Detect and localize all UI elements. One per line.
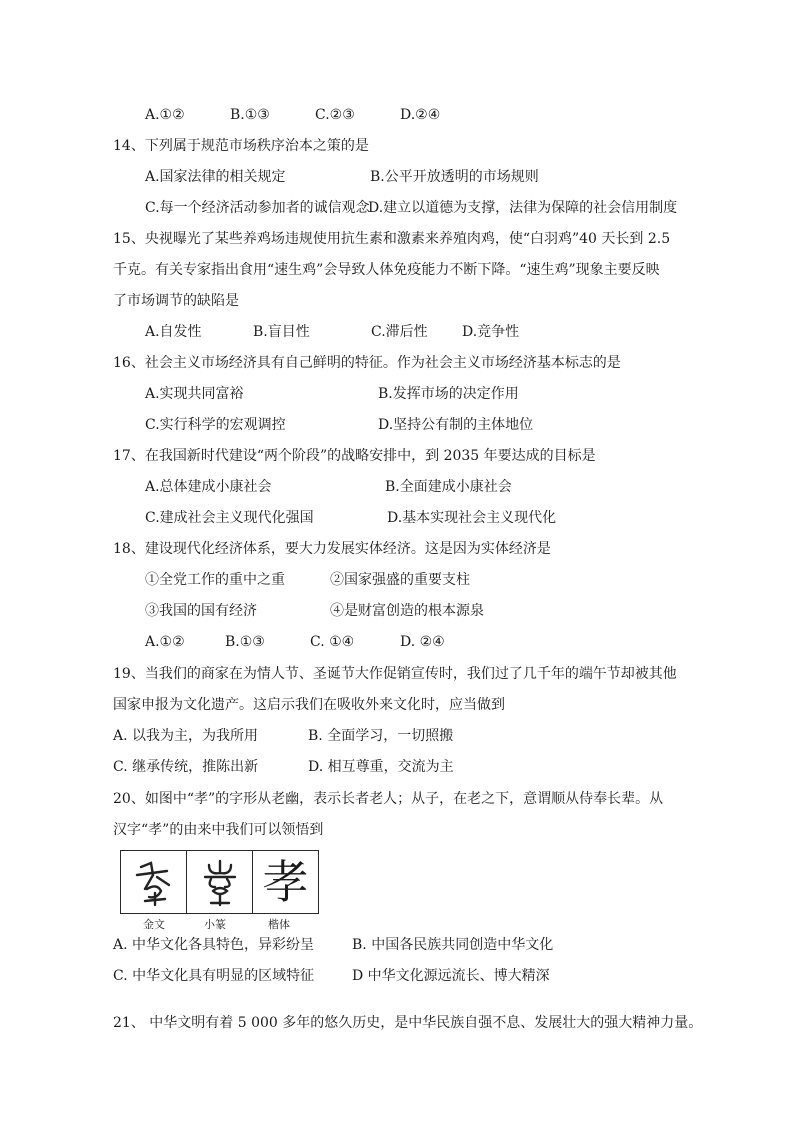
caption-kaiti: 楷体 [268, 918, 290, 931]
q19-stem-line-1: 19、当我们的商家在为情人节、圣诞节大作促销宣传时，我们过了几千年的端午节却被其他 [113, 666, 677, 682]
q15-option-c: C.滞后性 [371, 324, 428, 340]
caption-xiaozhuan: 小篆 [204, 918, 226, 931]
q17-option-a: A.总体建成小康社会 [145, 479, 272, 495]
q18-item-4: ④是财富创造的根本源泉 [330, 603, 484, 619]
q15-stem-line-2: 千克。有关专家指出食用“速生鸡”会导致人体免疫能力不断下降。“速生鸡”现象主要反映 [113, 262, 660, 278]
q13-option-d: D.②④ [400, 107, 441, 123]
q17-option-b: B.全面建成小康社会 [385, 479, 512, 495]
q16-option-a: A.实现共同富裕 [145, 386, 244, 402]
q16-option-d: D.坚持公有制的主体地位 [378, 417, 534, 433]
q19-option-b: B. 全面学习，一切照搬 [308, 728, 454, 744]
q18-option-b: B.①③ [225, 634, 265, 650]
q14-option-b: B.公平开放透明的市场规则 [370, 169, 539, 185]
q18-option-d: D. ②④ [400, 634, 445, 650]
q16-option-b: B.发挥市场的决定作用 [378, 386, 519, 402]
kaiti-glyph-cell [253, 851, 318, 913]
q19-option-a: A. 以我为主，为我所用 [113, 728, 259, 744]
q18-item-2: ②国家强盛的重要支柱 [330, 572, 470, 588]
q13-option-b: B.①③ [230, 107, 270, 123]
q19-stem-line-2: 国家申报为文化遗产。这启示我们在吸收外来文化时，应当做到 [113, 697, 505, 713]
q15-option-b: B.盲目性 [253, 324, 310, 340]
q14-option-c: C.每一个经济活动参加者的诚信观念 [145, 200, 370, 216]
q16-stem: 16、社会主义市场经济具有自己鲜明的特征。作为社会主义市场经济基本标志的是 [113, 355, 621, 371]
q19-option-c: C. 继承传统，推陈出新 [113, 759, 259, 775]
q17-stem: 17、在我国新时代建设“两个阶段”的战略安排中，到 2035 年要达成的目标是 [113, 448, 596, 464]
jinwen-glyph-cell [121, 851, 187, 913]
q20-option-d: D 中华文化源远流长、博大精深 [352, 968, 550, 984]
q18-stem: 18、建设现代化经济体系，要大力发展实体经济。这是因为实体经济是 [113, 541, 551, 557]
q18-option-c: C. ①④ [310, 634, 355, 650]
q14-option-d: D.建立以道德为支撑，法律为保障的社会信用制度 [368, 200, 678, 216]
q20-stem-line-1: 20、如图中“孝”的字形从老幽，表示长者老人；从子，在老之下，意谓顺从侍奉长辈。从 [113, 791, 664, 807]
q17-option-c: C.建成社会主义现代化强国 [145, 510, 314, 526]
q20-option-b: B. 中国各民族共同创造中华文化 [352, 937, 554, 953]
q15-stem-line-1: 15、央视曝光了某些养鸡场违规使用抗生素和激素来养殖肉鸡，使“白羽鸡”40 天长到 2.5 [113, 231, 671, 247]
q20-option-a: A. 中华文化各具特色，异彩纷呈 [113, 937, 315, 953]
xiaozhuan-glyph-cell [187, 851, 253, 913]
q16-option-c: C.实行科学的宏观调控 [145, 417, 286, 433]
q19-option-d: D. 相互尊重，交流为主 [308, 759, 454, 775]
q15-option-a: A.自发性 [145, 324, 202, 340]
q13-option-a: A.①② [145, 107, 185, 123]
q17-option-d: D.基本实现社会主义现代化 [387, 510, 557, 526]
q18-item-3: ③我国的国有经济 [145, 603, 257, 619]
q21-stem: 21、 中华文明有着 5 000 多年的悠久历史，是中华民族自强不息、发展壮大的强大精神力量。 [113, 1015, 703, 1031]
q14-option-a: A.国家法律的相关规定 [145, 169, 286, 185]
caption-jinwen: 金文 [143, 918, 165, 931]
kaiti-xiao-glyph: 孝 [262, 855, 309, 909]
q18-option-a: A.①② [145, 634, 185, 650]
xiao-character-figure [120, 850, 319, 914]
xiaozhuan-xiao-glyph-icon [193, 855, 247, 909]
q14-stem: 14、下列属于规范市场秩序治本之策的是 [113, 138, 369, 154]
q15-option-d: D.竞争性 [462, 324, 520, 340]
q13-option-c: C.②③ [315, 107, 355, 123]
q20-stem-line-2: 汉字“孝”的由来中我们可以领悟到 [113, 822, 324, 838]
q18-item-1: ①全党工作的重中之重 [145, 572, 285, 588]
q15-stem-line-3: 了市场调节的缺陷是 [113, 293, 239, 309]
q20-option-c: C. 中华文化具有明显的区域特征 [113, 968, 315, 984]
jinwen-xiao-glyph-icon [127, 855, 181, 909]
